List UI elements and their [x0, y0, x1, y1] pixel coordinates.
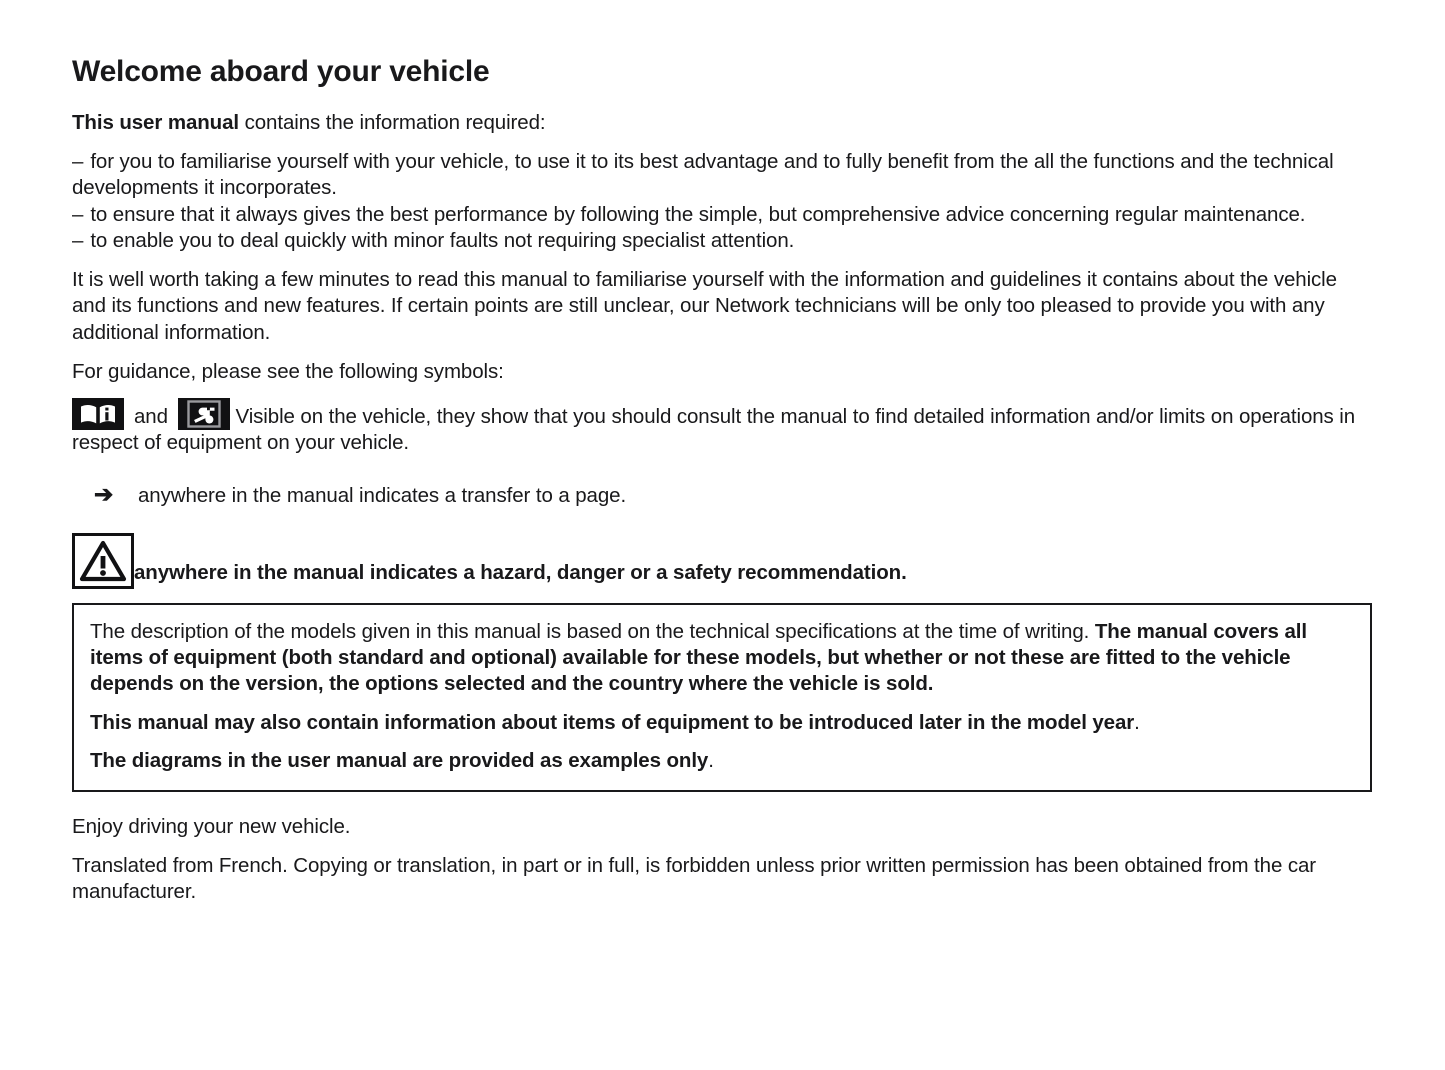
- requirements-list: [72, 149, 1372, 254]
- list-item: [72, 149, 1372, 201]
- right-arrow-icon: ➔: [94, 480, 114, 507]
- transfer-symbol-text: anywhere in the manual indicates a transfer to a page.: [138, 483, 627, 507]
- symbols-and-label: and: [134, 405, 168, 429]
- disclaimer-period: .: [1134, 710, 1140, 734]
- disclaimer-bold-text: The manual covers all items of equipment (both standard and optional) available for these models, but whether or not these are fitted to the vehicle depends on the version, the options selected and the country where the vehicle is sold.: [90, 619, 1307, 696]
- open-book-info-icon: [72, 398, 124, 430]
- enjoy-driving-text: Enjoy driving your new vehicle.: [72, 814, 351, 838]
- list-item: [72, 202, 1372, 228]
- disclaimer-bold-text: This manual may also contain information about items of equipment to be introduced later in the model year: [90, 710, 1135, 734]
- list-item-text: to ensure that it always gives the best performance by following the simple, but comprehensive advice concerning regular maintenance.: [90, 202, 1306, 226]
- disclaimer-paragraph-2: [90, 710, 1354, 736]
- warning-triangle-icon: [72, 533, 134, 589]
- hazard-symbol-text: anywhere in the manual indicates a hazard, danger or a safety recommendation.: [134, 560, 907, 584]
- guidance-paragraph: For guidance, please see the following symbols:: [72, 359, 504, 383]
- list-dash: –: [72, 202, 84, 226]
- disclaimer-bold-text: The diagrams in the user manual are provided as examples only: [90, 748, 709, 772]
- disclaimer-period: .: [708, 748, 714, 772]
- list-item-text: for you to familiarise yourself with your vehicle, to use it to its best advantage and to fully benefit from the all the functions and the technical developments it incorporates.: [72, 150, 1334, 200]
- page-content: [72, 55, 1372, 906]
- transfer-symbol-row: [72, 480, 1372, 509]
- list-item: [72, 228, 1372, 254]
- symbols-explanation: [72, 398, 1372, 456]
- page-title: Welcome aboard your vehicle: [72, 55, 490, 88]
- symbols-visible-text: Visible on the vehicle, they show that you should consult the manual to find detailed information and/or limits on operations in respect of equipment on your vehicle.: [72, 405, 1356, 455]
- list-item-text: to enable you to deal quickly with minor faults not requiring specialist attention.: [90, 228, 795, 252]
- intro-lead-bold: This user manual: [72, 111, 240, 134]
- worth-reading-paragraph: It is well worth taking a few minutes to read this manual to familiarise yourself with the information and guidelines it contains about the vehicle and its functions and new features. If certain points are still unclear, our Network technicians will be only too pleased to provide you with any additional information.: [72, 268, 1337, 344]
- closing-block: [72, 814, 1372, 906]
- hazard-symbol-row: [72, 533, 1372, 589]
- disclaimer-paragraph-1: [90, 619, 1354, 698]
- intro-lead: [72, 110, 1372, 136]
- list-dash: –: [72, 228, 84, 252]
- disclaimer-paragraph-3: [90, 748, 1354, 774]
- wrench-icon: [178, 398, 230, 430]
- list-dash: –: [72, 150, 84, 174]
- disclaimer-box: [72, 603, 1372, 792]
- disclaimer-regular-text: The description of the models given in this manual is based on the technical specifications at the time of writing.: [90, 619, 1095, 643]
- copyright-notice: Translated from French. Copying or translation, in part or in full, is forbidden unless prior written permission has been obtained from the car manufacturer.: [72, 854, 1317, 904]
- intro-lead-rest: contains the information required:: [239, 111, 546, 134]
